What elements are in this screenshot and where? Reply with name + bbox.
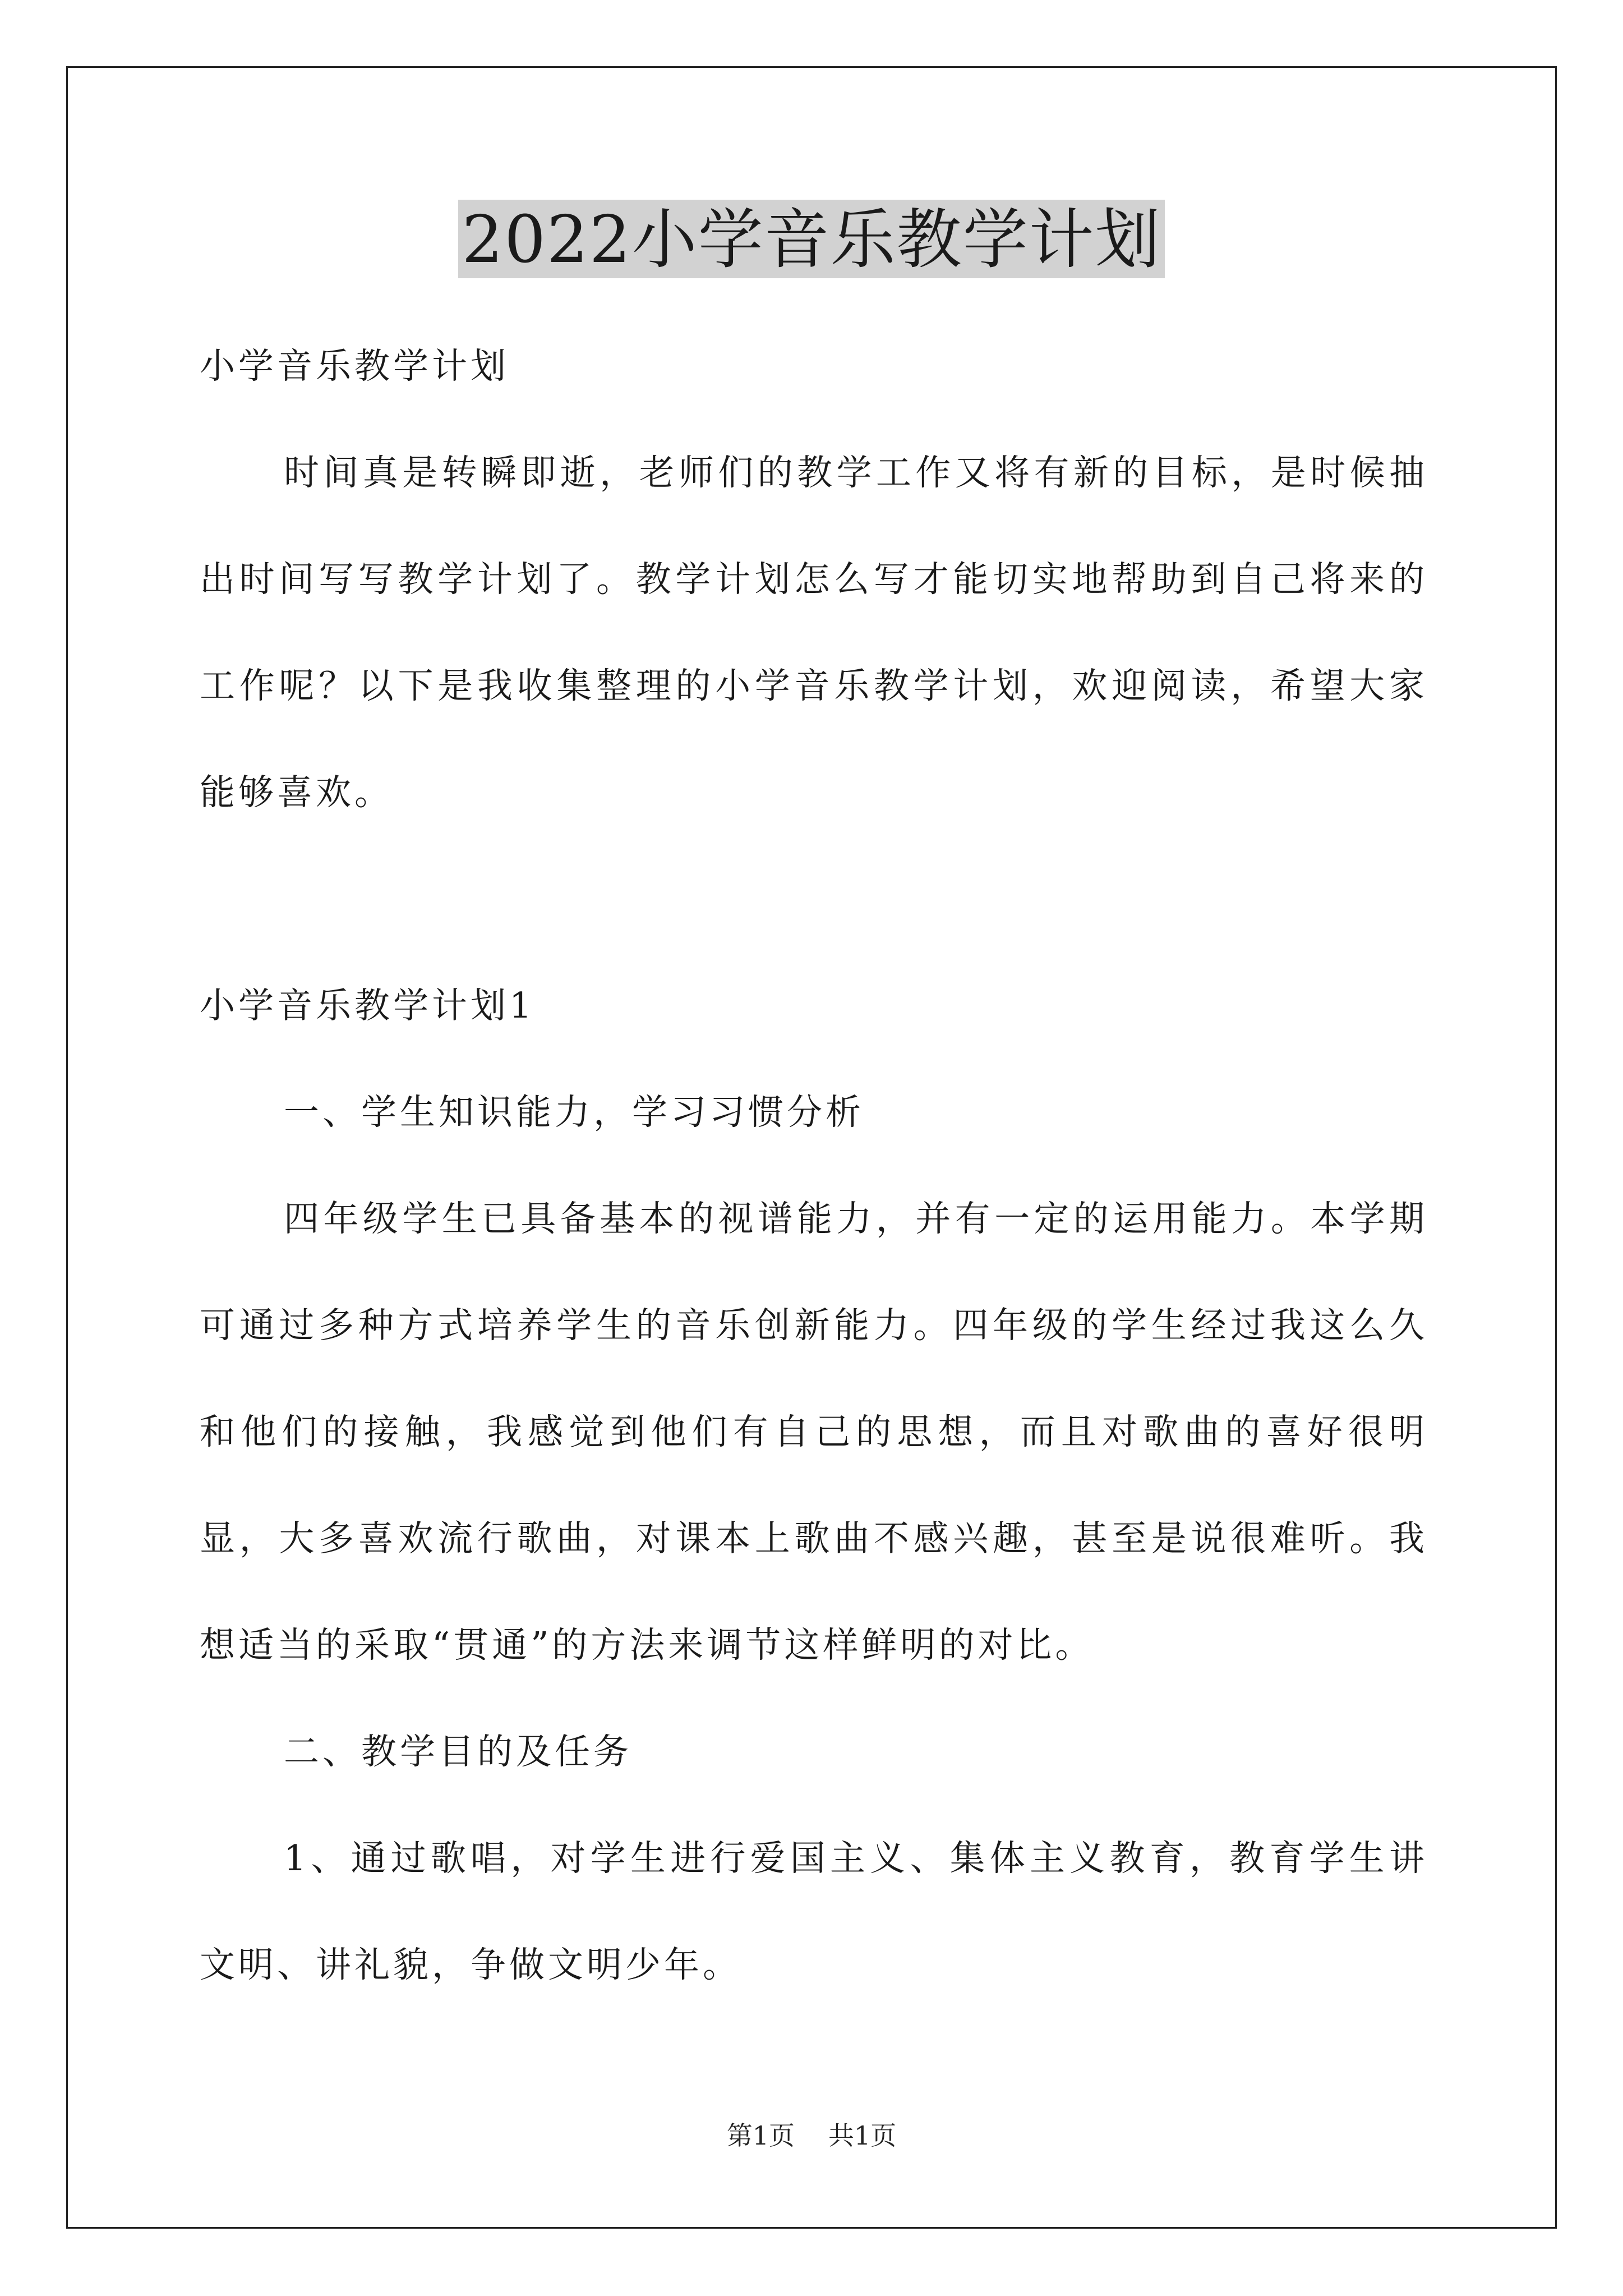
heading-goals: 二、教学目的及任务 <box>284 1731 632 1772</box>
analysis-paragraph: 四年级学生已具备基本的视谱能力，并有一定的运用能力。本学期可通过多种方式培养学生的音乐创新能力。四年级的学生经过我这么久和他们的接触，我感觉到他们有自己的思想，而且对歌曲的喜好很明显，大多喜欢流行歌曲，对课本上歌曲不感兴趣，甚至是说很难听。我想适当的采取“贯通”的方法来调节这样鲜明的对比。 <box>200 1198 1428 1665</box>
page-footer <box>0 2120 1623 2151</box>
subtitle: 小学音乐教学计划 <box>200 346 509 386</box>
document-title: 2022小学音乐教学计划 <box>458 200 1164 278</box>
page-total: 共1页 <box>828 2120 897 2151</box>
heading-analysis: 一、学生知识能力，学习习惯分析 <box>284 1092 864 1133</box>
goal-item-1: 1、通过歌唱，对学生进行爱国主义、集体主义教育，教育学生讲文明、讲礼貌，争做文明少年。 <box>200 1838 1428 1985</box>
document-title-wrap <box>0 200 1623 278</box>
page-number: 第1页 <box>726 2120 795 2151</box>
document-body <box>200 313 1428 2018</box>
blank-line <box>200 846 1428 953</box>
section-heading: 小学音乐教学计划1 <box>200 985 536 1026</box>
intro-paragraph: 时间真是转瞬即逝，老师们的教学工作又将有新的目标，是时候抽出时间写写教学计划了。教学计划怎么写才能切实地帮助到自己将来的工作呢？以下是我收集整理的小学音乐教学计划，欢迎阅读，希望大家能够喜欢。 <box>200 452 1428 813</box>
